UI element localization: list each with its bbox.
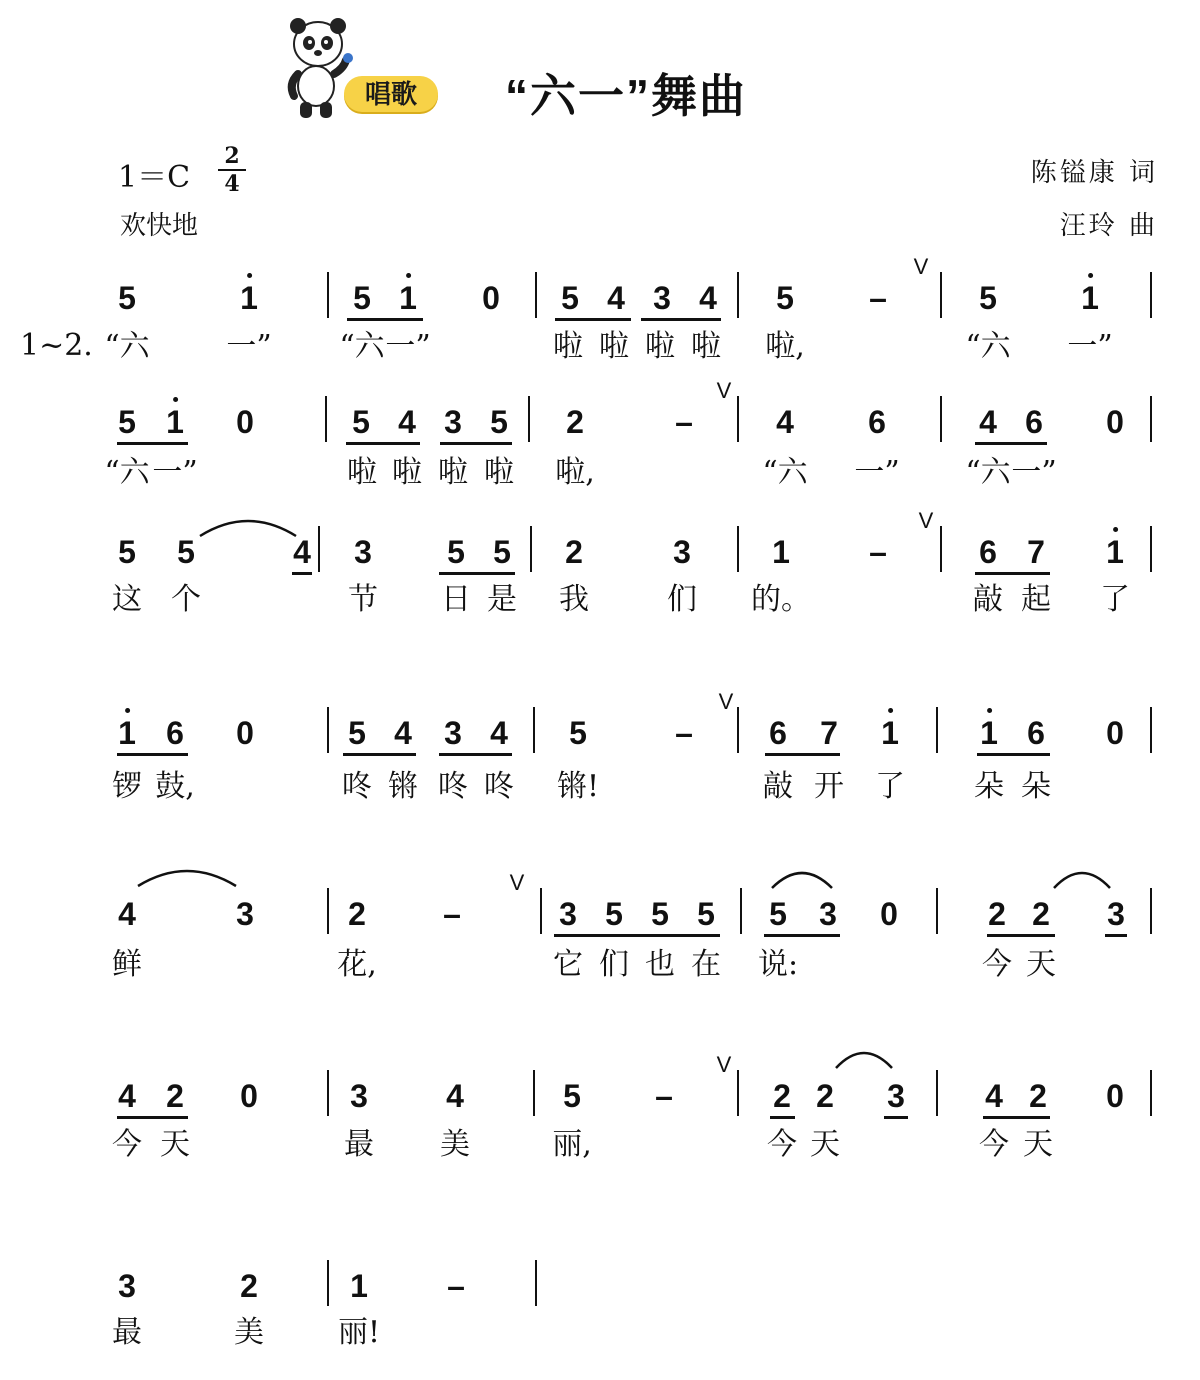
bar-line <box>318 526 320 572</box>
lyric-syllable: 一” <box>152 455 198 490</box>
lyric-syllable: 啦 <box>438 455 468 490</box>
bar-line <box>533 1070 535 1116</box>
note: 4 <box>607 280 625 316</box>
note: 2 <box>565 534 583 570</box>
tie-arc <box>836 1053 892 1068</box>
bar-line <box>936 1070 938 1116</box>
note: 5 <box>697 896 715 932</box>
lyric-syllable: 一” <box>226 329 272 364</box>
bar-line <box>737 707 739 753</box>
note: 5 <box>979 280 997 316</box>
note: 5 <box>348 715 366 751</box>
note: 5 <box>561 280 579 316</box>
breath-mark: V <box>716 1052 732 1077</box>
note: 5 <box>353 280 371 316</box>
note: 5 <box>563 1078 581 1114</box>
note: 4 <box>776 404 794 440</box>
lyric-syllable: 最 <box>112 1315 142 1350</box>
tie-arc <box>1054 873 1110 888</box>
eighth-note-underline <box>641 318 721 321</box>
note: 0 <box>1106 404 1124 440</box>
lyric-syllable: 咚 <box>438 769 468 804</box>
bar-line <box>1150 526 1152 572</box>
lyric-syllable: “六 <box>965 455 1011 490</box>
note: 5 <box>352 404 370 440</box>
time-signature-top: 2 <box>224 143 240 169</box>
note: 6 <box>868 404 886 440</box>
note: – <box>675 404 693 440</box>
eighth-note-underline <box>555 318 631 321</box>
bar-line <box>737 272 739 318</box>
note: 3 <box>653 280 671 316</box>
note: 6 <box>166 715 184 751</box>
note: 2 <box>816 1078 834 1114</box>
lyric-syllable: 今 <box>982 947 1012 982</box>
lyric-syllable: 锣 <box>112 769 142 804</box>
eighth-note-underline <box>770 1116 795 1119</box>
lyric-syllable: 最 <box>344 1127 374 1162</box>
note: 4 <box>293 534 311 570</box>
lyric-syllable: 日 <box>441 582 471 617</box>
bar-line <box>737 526 739 572</box>
bar-line <box>533 707 535 753</box>
lyric-syllable: 了 <box>1100 582 1130 617</box>
breath-mark: V <box>918 508 934 533</box>
eighth-note-underline <box>347 318 423 321</box>
lyric-syllable: “六 <box>104 329 150 364</box>
lyric-syllable: 个 <box>171 582 201 617</box>
lyric-syllable: 一” <box>854 455 900 490</box>
lyric-syllable: 美 <box>440 1127 470 1162</box>
note: 5 <box>569 715 587 751</box>
lyric-syllable: 咚 <box>342 769 372 804</box>
eighth-note-underline <box>439 572 515 575</box>
lyric-syllable: 一” <box>1067 329 1113 364</box>
note: 3 <box>118 1268 136 1304</box>
note: 7 <box>820 715 838 751</box>
eighth-note-underline <box>884 1116 908 1119</box>
bar-line <box>327 272 329 318</box>
tie-arc <box>138 871 236 886</box>
eighth-note-underline <box>440 442 512 445</box>
lyric-syllable: 节 <box>348 582 378 617</box>
note: 2 <box>988 896 1006 932</box>
note: 6 <box>769 715 787 751</box>
bar-line <box>1150 707 1152 753</box>
bar-line <box>327 707 329 753</box>
bar-line <box>936 888 938 934</box>
bar-line <box>528 396 530 442</box>
bar-line <box>1150 272 1152 318</box>
note: 2 <box>166 1078 184 1114</box>
high-octave-dot <box>1113 527 1118 532</box>
bar-line <box>936 707 938 753</box>
note: 5 <box>177 534 195 570</box>
eighth-note-underline <box>987 934 1055 937</box>
note: 3 <box>1107 896 1125 932</box>
note: 4 <box>699 280 717 316</box>
lyric-syllable: “六 <box>965 329 1011 364</box>
note: – <box>869 534 887 570</box>
note: 4 <box>398 404 416 440</box>
note: 1 <box>1081 282 1099 314</box>
lyric-syllable: 我 <box>559 582 589 617</box>
tie-arc <box>772 873 832 888</box>
high-octave-dot <box>1088 273 1093 278</box>
note: 0 <box>236 715 254 751</box>
tie-arc <box>200 521 296 536</box>
high-octave-dot <box>987 708 992 713</box>
note: 1 <box>881 717 899 749</box>
note: 6 <box>1027 715 1045 751</box>
bar-line <box>327 888 329 934</box>
note: 4 <box>118 896 136 932</box>
lyric-syllable: “六 <box>762 455 808 490</box>
eighth-note-underline <box>117 753 188 756</box>
lyric-syllable: 天 <box>810 1127 840 1162</box>
note: 1 <box>118 717 136 749</box>
eighth-note-underline <box>346 442 420 445</box>
bar-line <box>737 1070 739 1116</box>
note: 4 <box>394 715 412 751</box>
lyric-syllable: 啦, <box>555 455 595 490</box>
bar-line <box>1150 888 1152 934</box>
lyric-syllable: 啦 <box>553 329 583 364</box>
bar-line <box>325 396 327 442</box>
singing-badge <box>344 76 438 112</box>
eighth-note-underline <box>554 934 720 937</box>
lyric-syllable: 鼓, <box>155 769 195 804</box>
note: 5 <box>605 896 623 932</box>
note: 4 <box>985 1078 1003 1114</box>
bar-line <box>940 526 942 572</box>
note: – <box>655 1078 673 1114</box>
lyric-syllable: 花, <box>337 947 377 982</box>
lyric-syllable: 它 <box>553 947 583 982</box>
lyric-syllable: 了 <box>875 769 905 804</box>
composer-credit: 汪玲 曲 <box>1059 211 1158 241</box>
note: 0 <box>236 404 254 440</box>
bar-line <box>535 1260 537 1306</box>
note: 4 <box>979 404 997 440</box>
lyric-syllable: 天 <box>1023 1127 1053 1162</box>
lyric-syllable: 丽! <box>337 1315 381 1350</box>
bar-line <box>530 526 532 572</box>
note: 5 <box>651 896 669 932</box>
note: 0 <box>1106 715 1124 751</box>
lyric-syllable: 开 <box>814 769 844 804</box>
note: 6 <box>1025 404 1043 440</box>
note: 2 <box>566 404 584 440</box>
eighth-note-underline <box>975 572 1050 575</box>
lyric-syllable: 在 <box>691 947 721 982</box>
lyric-syllable: 啦 <box>347 455 377 490</box>
breath-mark: V <box>509 870 525 895</box>
note: 0 <box>240 1078 258 1114</box>
note: 4 <box>446 1078 464 1114</box>
high-octave-dot <box>125 708 130 713</box>
lyric-syllable: 们 <box>599 947 629 982</box>
note: 5 <box>493 534 511 570</box>
lyric-syllable: 说: <box>757 947 799 982</box>
high-octave-dot <box>247 273 252 278</box>
note: 1 <box>1106 536 1124 568</box>
eighth-note-underline <box>765 753 840 756</box>
lyric-syllable: 今 <box>112 1127 142 1162</box>
lyric-syllable: 起 <box>1021 582 1051 617</box>
high-octave-dot <box>173 397 178 402</box>
lyric-syllable: 锵 <box>388 769 418 804</box>
note: 5 <box>490 404 508 440</box>
note: 1 <box>350 1268 368 1304</box>
tempo-marking: 欢快地 <box>120 211 199 241</box>
lyric-syllable: 朵 <box>1021 769 1051 804</box>
lyric-syllable: 天 <box>1026 947 1056 982</box>
lyric-syllable: 一” <box>1011 455 1057 490</box>
lyricist-credit: 陈镒康 词 <box>1030 158 1158 188</box>
lyric-syllable: 敲 <box>763 769 793 804</box>
lyric-syllable: 们 <box>667 582 697 617</box>
note: 3 <box>559 896 577 932</box>
breath-mark: V <box>716 378 732 403</box>
singing-badge-label: 唱歌 <box>364 79 417 109</box>
note: 4 <box>490 715 508 751</box>
note: 3 <box>444 715 462 751</box>
bar-line <box>940 396 942 442</box>
lyric-syllable: 的。 <box>751 582 811 617</box>
bar-line <box>327 1070 329 1116</box>
lyric-syllable: 是 <box>487 582 517 617</box>
note: 1 <box>166 406 184 438</box>
note: 5 <box>118 280 136 316</box>
note: 3 <box>354 534 372 570</box>
lyric-syllable: 今 <box>979 1127 1009 1162</box>
note: 7 <box>1027 534 1045 570</box>
note: 5 <box>118 534 136 570</box>
bar-line <box>1150 1070 1152 1116</box>
bar-line <box>737 396 739 442</box>
eighth-note-underline <box>983 1116 1050 1119</box>
eighth-note-underline <box>117 1116 188 1119</box>
time-signature-bottom: 4 <box>224 171 240 197</box>
note: 2 <box>348 896 366 932</box>
note: 2 <box>240 1268 258 1304</box>
lyric-syllable: 也 <box>645 947 675 982</box>
note: 1 <box>240 282 258 314</box>
song-title: “六一”舞曲 <box>505 70 747 122</box>
note: – <box>675 715 693 751</box>
key-signature: 1＝C <box>118 160 191 195</box>
note: 1 <box>399 282 417 314</box>
note: 0 <box>482 280 500 316</box>
note: 5 <box>776 280 794 316</box>
eighth-note-underline <box>1105 934 1127 937</box>
bar-line <box>740 888 742 934</box>
eighth-note-underline <box>343 753 416 756</box>
note: 2 <box>1029 1078 1047 1114</box>
note: – <box>869 280 887 316</box>
eighth-note-underline <box>292 572 312 575</box>
note: 3 <box>819 896 837 932</box>
eighth-note-underline <box>117 442 188 445</box>
lyric-syllable: 啦 <box>599 329 629 364</box>
lyric-syllable: 一” <box>385 329 431 364</box>
lyric-syllable: 这 <box>112 582 142 617</box>
breath-mark: V <box>718 689 734 714</box>
lyric-syllable: 啦 <box>691 329 721 364</box>
lyric-syllable: 啦, <box>765 329 805 364</box>
note: 5 <box>769 896 787 932</box>
eighth-note-underline <box>975 442 1047 445</box>
high-octave-dot <box>406 273 411 278</box>
note: 1 <box>772 534 790 570</box>
lyric-syllable: 丽, <box>552 1127 592 1162</box>
lyric-syllable: 咚 <box>484 769 514 804</box>
lyric-syllable: 朵 <box>974 769 1004 804</box>
time-signature <box>218 144 246 196</box>
high-octave-dot <box>888 708 893 713</box>
lyric-syllable: 啦 <box>484 455 514 490</box>
breath-mark: V <box>913 254 929 279</box>
lyric-syllable: 美 <box>234 1315 264 1350</box>
note: 2 <box>1032 896 1050 932</box>
note: 3 <box>236 896 254 932</box>
note: – <box>443 896 461 932</box>
lyric-syllable: 啦 <box>392 455 422 490</box>
bar-line <box>940 272 942 318</box>
note: 0 <box>880 896 898 932</box>
bar-line <box>540 888 542 934</box>
lyric-syllable: 天 <box>160 1127 190 1162</box>
note: 3 <box>444 404 462 440</box>
verse-marker: 1~2. <box>20 328 93 363</box>
lyric-syllable: 锵! <box>556 769 600 804</box>
bar-line <box>1150 396 1152 442</box>
note: – <box>447 1268 465 1304</box>
lyric-syllable: “六 <box>339 329 385 364</box>
note: 4 <box>118 1078 136 1114</box>
note: 0 <box>1106 1078 1124 1114</box>
bar-line <box>535 272 537 318</box>
note: 6 <box>979 534 997 570</box>
note: 3 <box>350 1078 368 1114</box>
note: 3 <box>887 1078 905 1114</box>
lyric-syllable: 啦 <box>645 329 675 364</box>
bar-line <box>327 1260 329 1306</box>
note: 2 <box>773 1078 791 1114</box>
eighth-note-underline <box>764 934 840 937</box>
note: 3 <box>673 534 691 570</box>
lyric-syllable: 敲 <box>973 582 1003 617</box>
note: 1 <box>980 717 998 749</box>
lyric-syllable: “六 <box>104 455 150 490</box>
eighth-note-underline <box>439 753 512 756</box>
lyric-syllable: 今 <box>767 1127 797 1162</box>
eighth-note-underline <box>977 753 1050 756</box>
note: 5 <box>447 534 465 570</box>
note: 5 <box>118 404 136 440</box>
lyric-syllable: 鲜 <box>112 947 142 982</box>
